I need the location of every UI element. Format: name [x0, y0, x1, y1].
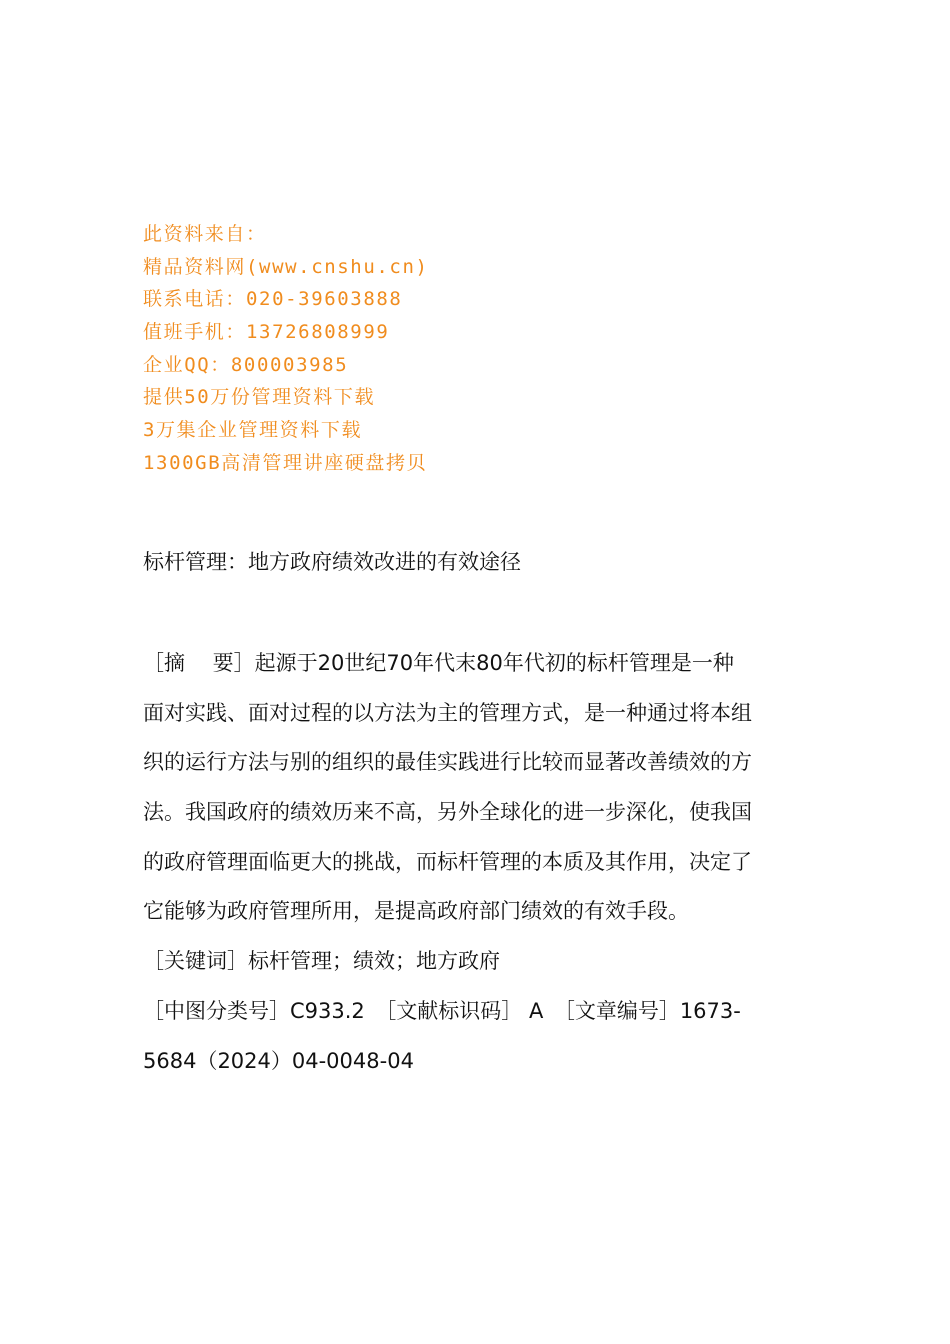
abstract-line	[143, 744, 808, 794]
promo-mobile: 值班手机：13726808999	[143, 321, 390, 344]
promo-block	[143, 218, 703, 480]
abstract-section	[143, 645, 808, 1092]
abstract-line	[143, 695, 808, 745]
promo-offer-lectures: 1300GB高清管理讲座硬盘拷贝	[143, 451, 428, 474]
document-title: 标杆管理：地方政府绩效改进的有效途径	[143, 550, 521, 574]
abstract-line	[143, 893, 808, 943]
abstract-line-text: 织的运行方法与别的组织的最佳实践进行比较而显著改善绩效的方	[143, 750, 752, 775]
promo-offer-documents: 提供50万份管理资料下载	[143, 386, 376, 409]
promo-website: 精品资料网(www.cnshu.cn)	[143, 255, 429, 278]
classification-text: 5684（2024）04-0048-04	[143, 1048, 414, 1073]
keywords-line	[143, 943, 808, 993]
abstract-line-text: ［摘 要］起源于20世纪70年代末80年代初的标杆管理是一种	[143, 651, 734, 675]
abstract-line-text: 它能够为政府管理所用，是提高政府部门绩效的有效手段。	[143, 899, 689, 924]
promo-offer-videos: 3万集企业管理资料下载	[143, 419, 363, 442]
abstract-line-text: 面对实践、面对过程的以方法为主的管理方式，是一种通过将本组	[143, 700, 752, 725]
keywords-text: ［关键词］标杆管理；绩效；地方政府	[143, 949, 500, 974]
abstract-line-text: 法。我国政府的绩效历来不高，另外全球化的进一步深化，使我国	[143, 800, 752, 825]
classification-line	[143, 1043, 808, 1093]
promo-qq: 企业QQ：800003985	[143, 353, 349, 376]
abstract-line	[143, 844, 808, 894]
abstract-line-text: 的政府管理面临更大的挑战，而标杆管理的本质及其作用，决定了	[143, 849, 752, 874]
promo-source-label: 此资料来自：	[143, 223, 267, 245]
abstract-line	[143, 645, 808, 695]
abstract-line	[143, 794, 808, 844]
promo-phone: 联系电话：020-39603888	[143, 288, 403, 311]
classification-text: ［中图分类号］C933.2 ［文献标识码］ A ［文章编号］1673-	[143, 998, 741, 1023]
classification-line	[143, 993, 808, 1043]
